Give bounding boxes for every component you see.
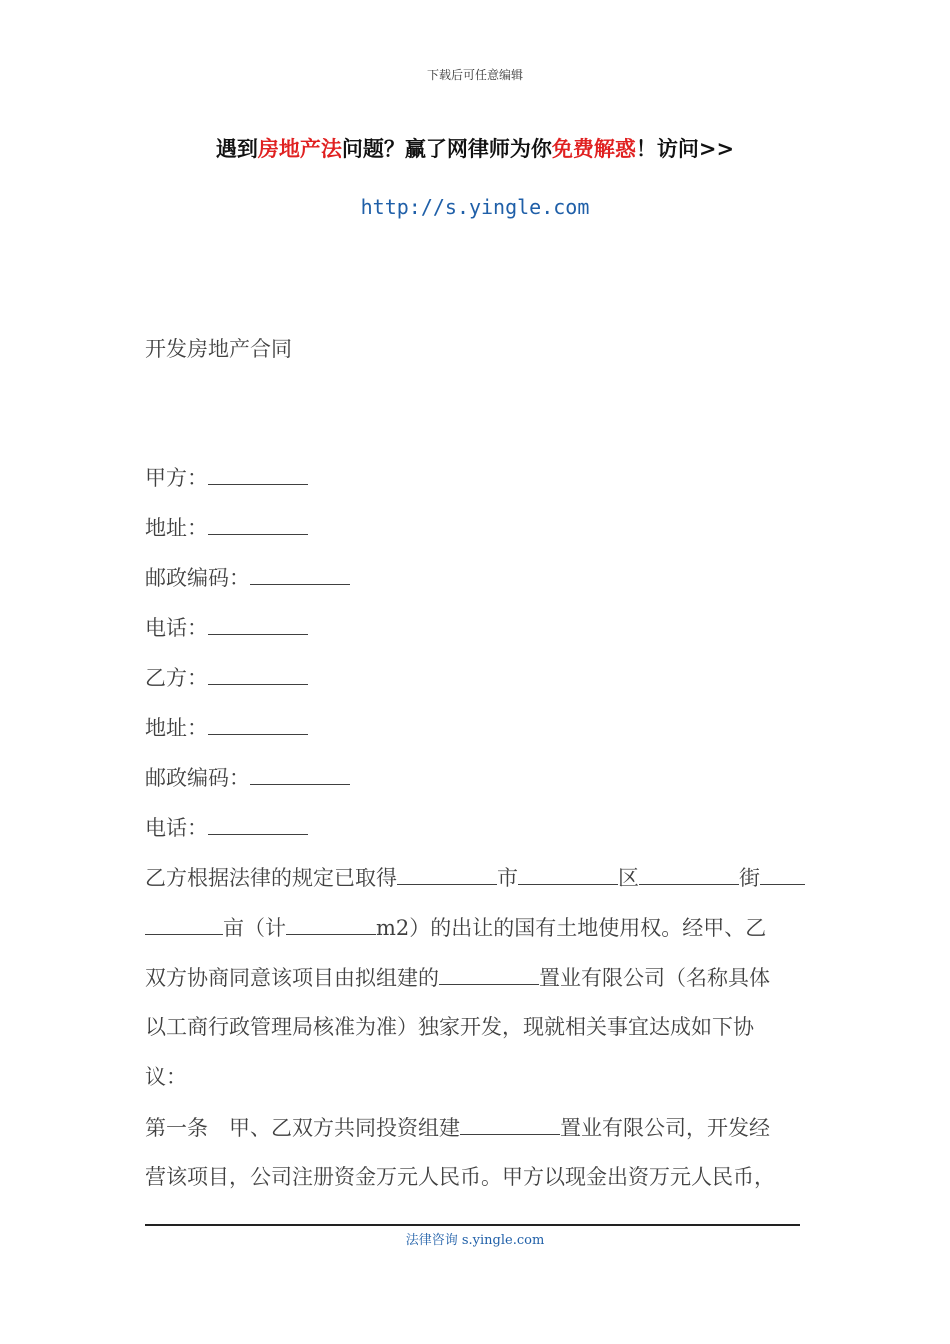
- zip-b-field: [145, 762, 350, 812]
- promo-link[interactable]: http://s.yingle.com: [360, 195, 590, 219]
- blank-line: [250, 562, 350, 585]
- promo-text-2: 问题？赢了网律师为你: [341, 136, 552, 161]
- blank-line: [460, 1112, 560, 1135]
- text-run: 区: [618, 866, 639, 890]
- field-label: 地址：: [145, 716, 208, 740]
- promo-highlight-1: 房地产法: [257, 136, 342, 161]
- field-label: 乙方：: [145, 666, 208, 690]
- blank-line: [250, 762, 350, 785]
- blank-line: [760, 862, 805, 885]
- body-line: 以工商行政管理局核准为准）独家开发，现就相关事宜达成如下协: [145, 1015, 754, 1039]
- body-line: [145, 1112, 805, 1162]
- body-line: 营该项目，公司注册资金万元人民币。甲方以现金出资万元人民币，: [145, 1165, 775, 1189]
- field-label: 邮政编码：: [145, 766, 250, 790]
- text-run: 置业有限公司，开发经: [560, 1116, 770, 1140]
- party-a-field: [145, 462, 350, 512]
- contract-body: [145, 862, 805, 1212]
- address-b-field: [145, 712, 350, 762]
- body-line: [145, 912, 805, 962]
- blank-line: [208, 462, 308, 485]
- footer-divider: [145, 1224, 800, 1226]
- document-title: 开发房地产合同: [145, 337, 292, 361]
- blank-line: [208, 812, 308, 835]
- blank-line: [145, 912, 223, 935]
- text-run: 第一条 甲、乙双方共同投资组建: [145, 1116, 460, 1140]
- address-a-field: [145, 512, 350, 562]
- field-label: 电话：: [145, 616, 208, 640]
- body-line: [145, 862, 805, 912]
- text-run: 置业有限公司（名称具体: [539, 966, 770, 990]
- blank-line: [439, 962, 539, 985]
- body-line: [145, 962, 805, 1012]
- blank-line: [208, 612, 308, 635]
- promo-highlight-2: 免费解惑: [551, 136, 636, 161]
- text-run: 乙方根据法律的规定已取得: [145, 866, 397, 890]
- promo-text-3: ！访问>>: [635, 136, 735, 161]
- phone-b-field: [145, 812, 350, 862]
- field-label: 甲方：: [145, 466, 208, 490]
- zip-a-field: [145, 562, 350, 612]
- field-label: 地址：: [145, 516, 208, 540]
- blank-line: [208, 712, 308, 735]
- promo-banner: [0, 133, 950, 163]
- text-run: m2）的出让的国有土地使用权。经甲、乙: [376, 916, 767, 940]
- text-run: 街: [739, 866, 760, 890]
- party-fields: [145, 462, 350, 862]
- field-label: 邮政编码：: [145, 566, 250, 590]
- blank-line: [208, 512, 308, 535]
- promo-text-1: 遇到: [215, 136, 258, 161]
- blank-line: [397, 862, 497, 885]
- blank-line: [639, 862, 739, 885]
- phone-a-field: [145, 612, 350, 662]
- blank-line: [518, 862, 618, 885]
- text-run: 市: [497, 866, 518, 890]
- blank-line: [286, 912, 376, 935]
- header-note: 下载后可任意编辑: [426, 68, 523, 82]
- party-b-field: [145, 662, 350, 712]
- footer-link[interactable]: 法律咨询 s.yingle.com: [405, 1233, 545, 1248]
- blank-line: [208, 662, 308, 685]
- body-line: 议：: [145, 1065, 187, 1089]
- text-run: 亩（计: [223, 916, 286, 940]
- field-label: 电话：: [145, 816, 208, 840]
- text-run: 双方协商同意该项目由拟组建的: [145, 966, 439, 990]
